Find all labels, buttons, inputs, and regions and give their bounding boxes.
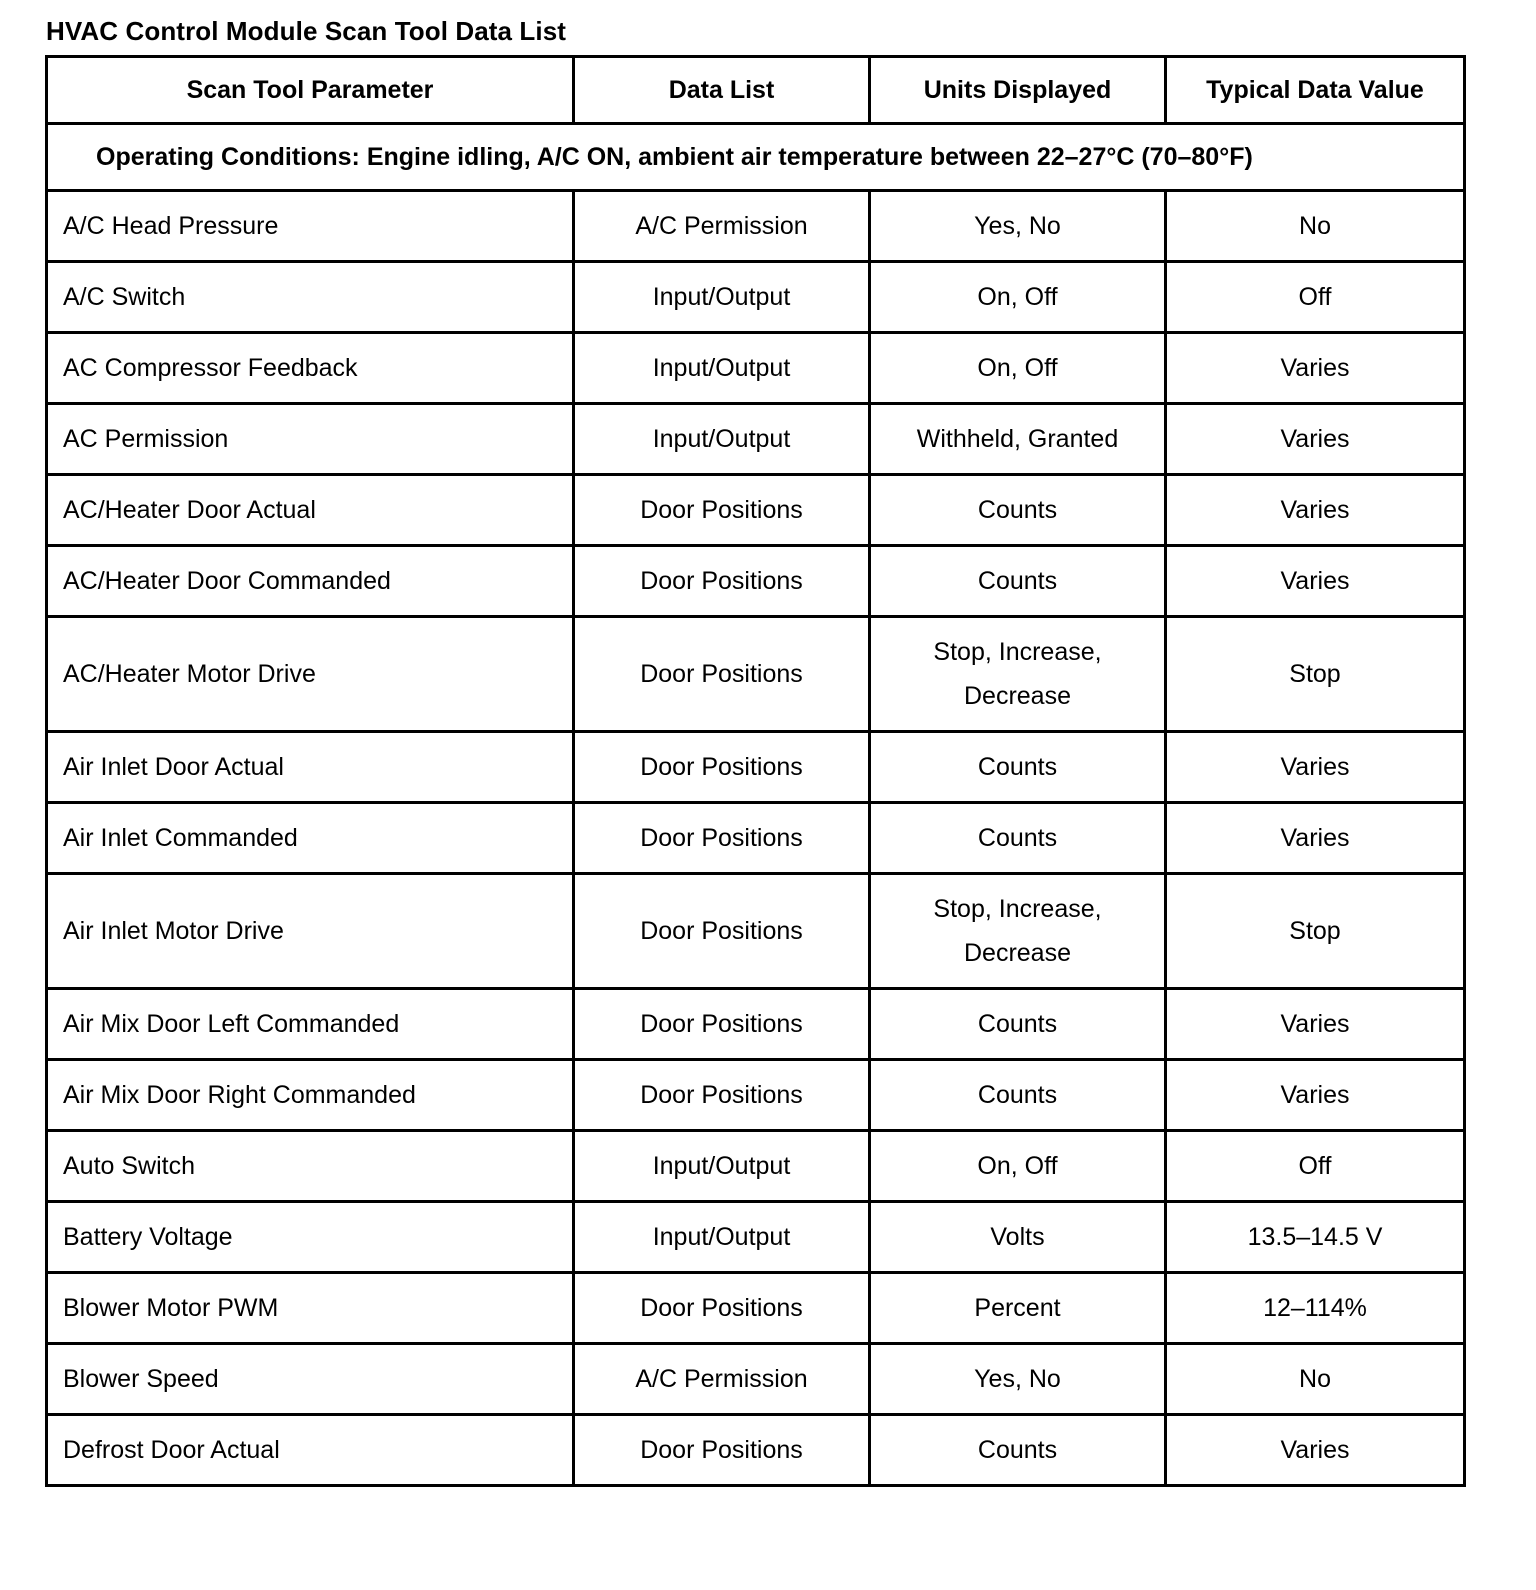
units-text: Stop, Increase, Decrease bbox=[933, 895, 1102, 967]
cell-typical-data-value: Varies bbox=[1166, 1060, 1465, 1131]
cell-units-displayed bbox=[870, 1060, 1166, 1131]
cell-units-displayed bbox=[870, 333, 1166, 404]
cell-parameter: AC/Heater Door Actual bbox=[47, 475, 574, 546]
units-text: Stop, Increase, Decrease bbox=[933, 638, 1102, 710]
cell-data-list: Door Positions bbox=[574, 1415, 870, 1486]
cell-typical-data-value: No bbox=[1166, 191, 1465, 262]
cell-parameter: Air Mix Door Right Commanded bbox=[47, 1060, 574, 1131]
table-row bbox=[47, 732, 1465, 803]
table-row bbox=[47, 333, 1465, 404]
units-text: On, Off bbox=[977, 283, 1058, 311]
cell-units-displayed bbox=[870, 404, 1166, 475]
cell-parameter: A/C Head Pressure bbox=[47, 191, 574, 262]
cell-parameter: Battery Voltage bbox=[47, 1202, 574, 1273]
cell-typical-data-value: Varies bbox=[1166, 732, 1465, 803]
cell-units-displayed bbox=[870, 1131, 1166, 1202]
table-row bbox=[47, 546, 1465, 617]
units-text: Counts bbox=[977, 496, 1058, 524]
cell-data-list: A/C Permission bbox=[574, 1344, 870, 1415]
cell-data-list: Door Positions bbox=[574, 1060, 870, 1131]
cell-typical-data-value: Stop bbox=[1166, 617, 1465, 732]
cell-units-displayed bbox=[870, 1202, 1166, 1273]
cell-parameter: Air Inlet Door Actual bbox=[47, 732, 574, 803]
units-text: Counts bbox=[977, 824, 1058, 852]
document-title: HVAC Control Module Scan Tool Data List bbox=[46, 16, 567, 46]
cell-typical-data-value: Varies bbox=[1166, 333, 1465, 404]
cell-parameter: AC/Heater Door Commanded bbox=[47, 546, 574, 617]
units-text: Counts bbox=[977, 1436, 1058, 1464]
cell-units-displayed bbox=[870, 1344, 1166, 1415]
cell-typical-data-value: 12–114% bbox=[1166, 1273, 1465, 1344]
cell-units-displayed bbox=[870, 475, 1166, 546]
cell-data-list: Door Positions bbox=[574, 989, 870, 1060]
units-text: On, Off bbox=[977, 354, 1058, 382]
cell-data-list: Input/Output bbox=[574, 404, 870, 475]
header-row bbox=[47, 57, 1465, 124]
header-data-list: Data List bbox=[574, 57, 870, 124]
header-units-displayed: Units Displayed bbox=[870, 57, 1166, 124]
cell-typical-data-value: Varies bbox=[1166, 475, 1465, 546]
cell-typical-data-value: Varies bbox=[1166, 404, 1465, 475]
cell-units-displayed bbox=[870, 1273, 1166, 1344]
cell-data-list: Input/Output bbox=[574, 333, 870, 404]
cell-units-displayed bbox=[870, 874, 1166, 989]
table-row bbox=[47, 191, 1465, 262]
cell-units-displayed bbox=[870, 191, 1166, 262]
cell-typical-data-value: Varies bbox=[1166, 546, 1465, 617]
units-text: Withheld, Granted bbox=[916, 425, 1119, 453]
table-row bbox=[47, 1273, 1465, 1344]
table-row bbox=[47, 989, 1465, 1060]
cell-data-list: A/C Permission bbox=[574, 191, 870, 262]
cell-data-list: Input/Output bbox=[574, 262, 870, 333]
table-row bbox=[47, 1344, 1465, 1415]
cell-parameter: Auto Switch bbox=[47, 1131, 574, 1202]
cell-parameter: Air Mix Door Left Commanded bbox=[47, 989, 574, 1060]
table-row bbox=[47, 262, 1465, 333]
table-row bbox=[47, 874, 1465, 989]
units-text: Counts bbox=[977, 753, 1058, 781]
cell-units-displayed bbox=[870, 1415, 1166, 1486]
units-text: On, Off bbox=[977, 1152, 1058, 1180]
cell-data-list: Door Positions bbox=[574, 1273, 870, 1344]
cell-data-list: Input/Output bbox=[574, 1131, 870, 1202]
cell-units-displayed bbox=[870, 803, 1166, 874]
table-row bbox=[47, 617, 1465, 732]
table-row bbox=[47, 475, 1465, 546]
table-row bbox=[47, 1202, 1465, 1273]
cell-typical-data-value: 13.5–14.5 V bbox=[1166, 1202, 1465, 1273]
units-text: Yes, No bbox=[974, 1365, 1061, 1393]
cell-typical-data-value: Stop bbox=[1166, 874, 1465, 989]
table-row bbox=[47, 1415, 1465, 1486]
table-row bbox=[47, 803, 1465, 874]
cell-parameter: Defrost Door Actual bbox=[47, 1415, 574, 1486]
table-row bbox=[47, 1131, 1465, 1202]
header-typical-data-value: Typical Data Value bbox=[1166, 57, 1465, 124]
units-text: Counts bbox=[977, 1010, 1058, 1038]
units-text: Volts bbox=[990, 1223, 1045, 1251]
cell-typical-data-value: Off bbox=[1166, 262, 1465, 333]
units-text: Counts bbox=[977, 567, 1058, 595]
operating-conditions-row bbox=[47, 124, 1465, 191]
cell-parameter: AC Permission bbox=[47, 404, 574, 475]
cell-parameter: A/C Switch bbox=[47, 262, 574, 333]
cell-typical-data-value: Off bbox=[1166, 1131, 1465, 1202]
cell-parameter: Blower Speed bbox=[47, 1344, 574, 1415]
operating-conditions: Operating Conditions: Engine idling, A/C ON, ambient air temperature between 22–27°C (70–80°F) bbox=[47, 124, 1465, 191]
cell-parameter: Air Inlet Commanded bbox=[47, 803, 574, 874]
cell-parameter: AC/Heater Motor Drive bbox=[47, 617, 574, 732]
cell-data-list: Door Positions bbox=[574, 732, 870, 803]
cell-data-list: Door Positions bbox=[574, 803, 870, 874]
table-row bbox=[47, 404, 1465, 475]
cell-data-list: Door Positions bbox=[574, 546, 870, 617]
cell-units-displayed bbox=[870, 546, 1166, 617]
scan-tool-data-table bbox=[45, 55, 1466, 1487]
cell-units-displayed bbox=[870, 732, 1166, 803]
header-scan-tool-parameter: Scan Tool Parameter bbox=[47, 57, 574, 124]
table-row bbox=[47, 1060, 1465, 1131]
cell-typical-data-value: Varies bbox=[1166, 989, 1465, 1060]
cell-data-list: Door Positions bbox=[574, 874, 870, 989]
cell-parameter: Blower Motor PWM bbox=[47, 1273, 574, 1344]
cell-typical-data-value: Varies bbox=[1166, 803, 1465, 874]
cell-parameter: Air Inlet Motor Drive bbox=[47, 874, 574, 989]
cell-data-list: Door Positions bbox=[574, 617, 870, 732]
cell-data-list: Input/Output bbox=[574, 1202, 870, 1273]
cell-typical-data-value: Varies bbox=[1166, 1415, 1465, 1486]
cell-units-displayed bbox=[870, 989, 1166, 1060]
cell-units-displayed bbox=[870, 617, 1166, 732]
cell-units-displayed bbox=[870, 262, 1166, 333]
cell-parameter: AC Compressor Feedback bbox=[47, 333, 574, 404]
cell-data-list: Door Positions bbox=[574, 475, 870, 546]
units-text: Percent bbox=[974, 1294, 1061, 1322]
units-text: Yes, No bbox=[974, 212, 1061, 240]
units-text: Counts bbox=[977, 1081, 1058, 1109]
cell-typical-data-value: No bbox=[1166, 1344, 1465, 1415]
